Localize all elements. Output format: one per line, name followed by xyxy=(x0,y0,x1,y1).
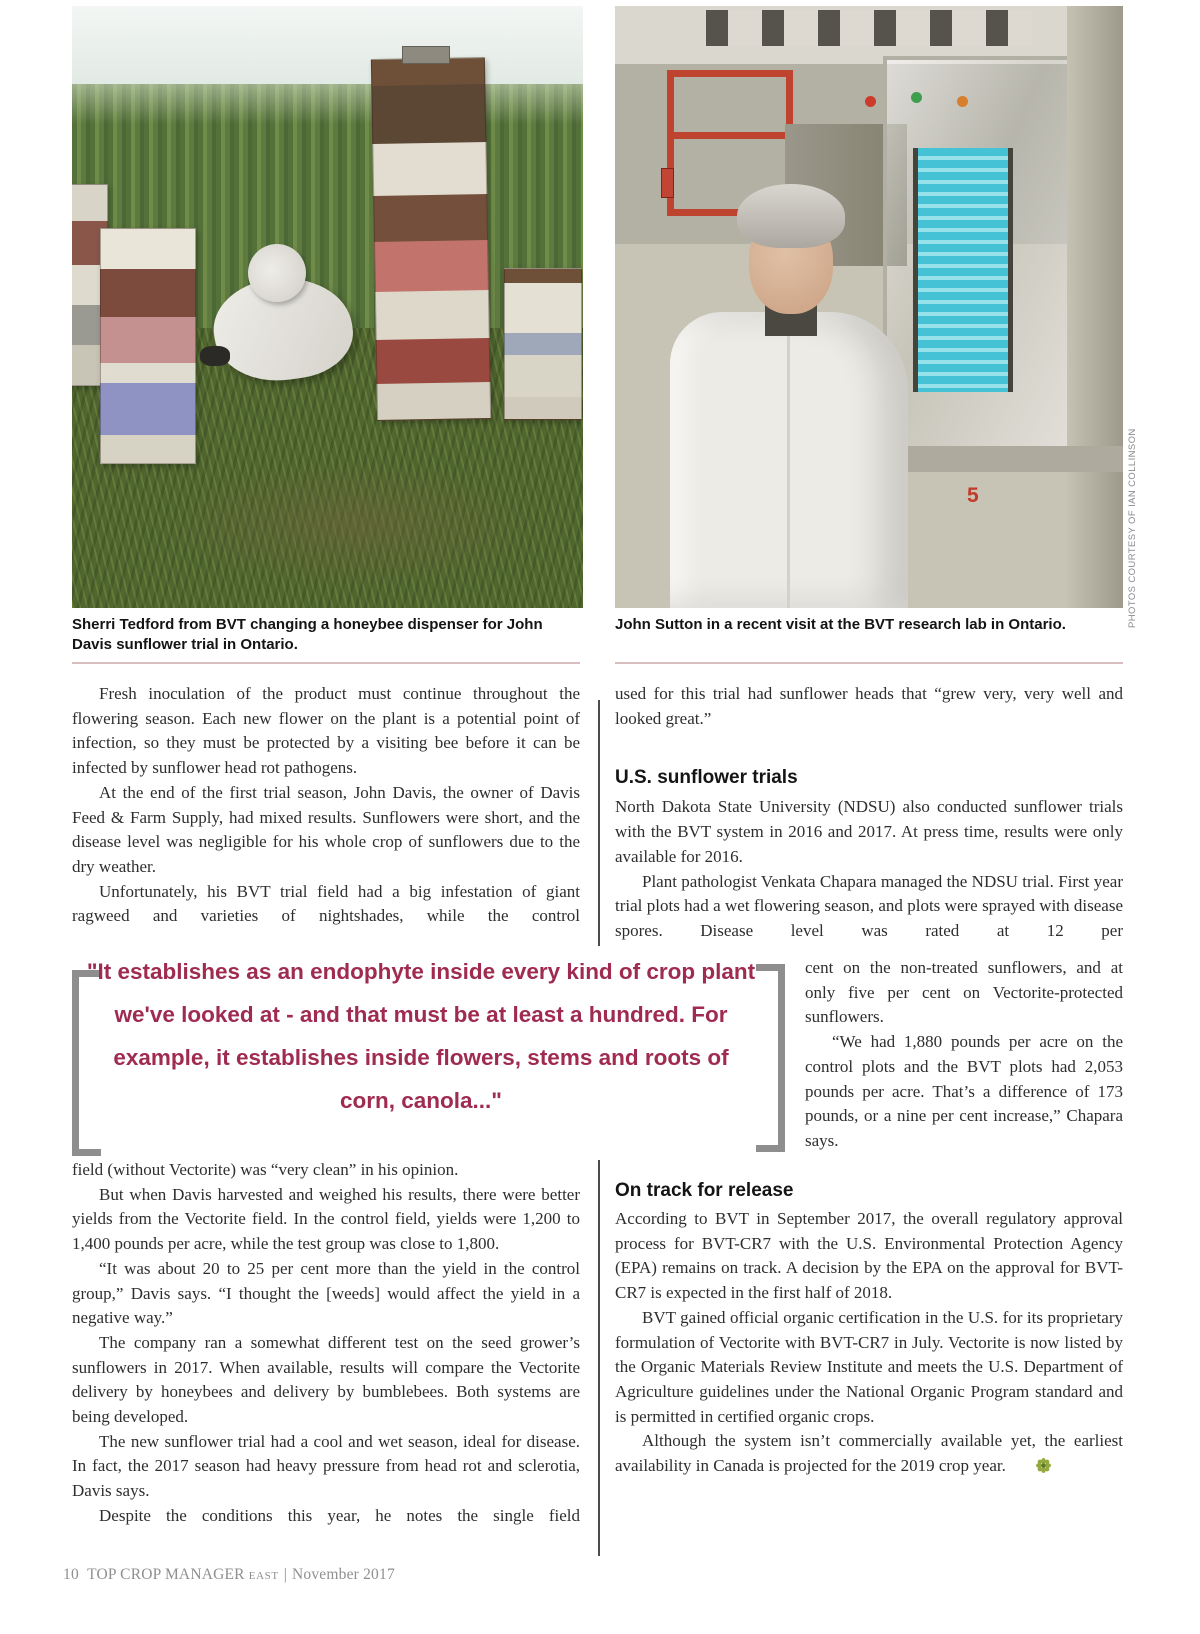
ceiling-slots xyxy=(706,10,1031,46)
red-signal-light xyxy=(661,168,674,198)
paragraph: field (without Vectorite) was “very clean” in his opinion. xyxy=(72,1160,459,1179)
paragraph: Fresh inoculation of the product must continue throughout the flowering season. Each new flower on the plant is a potential point of infection, so they must be protected by a visiting bee before it can be infected by sunflower head rot pathogens. xyxy=(72,684,580,778)
left-column-upper xyxy=(72,682,580,929)
steel-column xyxy=(1067,6,1123,608)
paragraph: Unfortunately, his BVT trial field had a big infestation of giant ragweed and varieties of nightshades, while the control xyxy=(72,881,580,926)
paragraph: Despite the conditions this year, he notes the single field xyxy=(99,1505,580,1525)
section-heading-us-sunflower-trials: U.S. sunflower trials xyxy=(615,767,798,789)
paragraph: Plant pathologist Venkata Chapara managed the NDSU trial. First year trial plots had a wet flowering season, and plots were sprayed with disease spores. Disease level was rated at 12 per xyxy=(615,871,1123,940)
lab-photo xyxy=(615,6,1123,608)
column-divider xyxy=(598,700,600,946)
caption-right: John Sutton in a recent visit at the BVT research lab in Ontario. xyxy=(615,616,1066,633)
paragraph-text: Although the system isn’t commercially available yet, the earliest availability in Canada is projected for the 2019 crop year. xyxy=(615,1431,1123,1476)
beehive-stack xyxy=(100,228,196,464)
magazine-name: TOP CROP MANAGER xyxy=(87,1566,245,1583)
issue-date: November 2017 xyxy=(292,1566,395,1583)
paragraph: But when Davis harvested and weighed his results, there were better yields from the Vectorite field. In the control field, yields were 1,200 to 1,400 pounds per acre, while the test group was close to 1,800. xyxy=(72,1184,580,1254)
paragraph: “It was about 20 to 25 per cent more than the yield in the control group,” Davis says. “I thought the [weeds] would affect the yield in a negative way.” xyxy=(72,1258,580,1328)
pull-quote: "It establishes as an endophyte inside every kind of crop plant we've looked at - and that must be at least a hundred. For example, it establishes inside flowers, stems and roots of corn, canola..." xyxy=(86,959,756,1113)
teal-tray-stack xyxy=(913,148,1013,392)
paragraph: North Dakota State University (NDSU) also conducted sunflower trials with the BVT system in 2016 and 2017. At press time, results were only available for 2016. xyxy=(615,797,1123,866)
right-column-lower xyxy=(615,1158,1123,1479)
scientist-hair xyxy=(737,184,845,248)
red-scaffold-bar xyxy=(667,132,793,139)
beehive-stack xyxy=(371,57,491,421)
machine-number-label: 5 xyxy=(967,484,979,507)
beekeeper-hood xyxy=(248,244,306,302)
paragraph: used for this trial had sunflower heads that “grew very, very well and looked great.” xyxy=(615,684,1123,728)
lab-coat-seam xyxy=(787,336,790,608)
caption-rule-right xyxy=(615,662,1123,664)
brick-on-hive xyxy=(402,46,450,64)
caption-rule-left xyxy=(72,662,580,664)
green-indicator-light xyxy=(911,92,922,103)
corn-field-highlight xyxy=(72,84,583,124)
paragraph: At the end of the first trial season, John Davis, the owner of Davis Feed & Farm Supply, had mixed results. Sunflowers were short, and the disease level was negligible for his whole crop of sunflowers due to the dry weather. xyxy=(72,782,580,876)
orange-indicator-light xyxy=(957,96,968,107)
field-photo xyxy=(72,6,583,608)
left-column-lower xyxy=(72,1158,580,1529)
beekeeper-glove xyxy=(200,346,230,366)
paragraph: According to BVT in September 2017, the overall regulatory approval process for BVT-CR7 with the U.S. Environmental Protection Agency (EPA) remains on track. A decision by the EPA on the approval for BVT-CR7 is expected in the first half of 2018. xyxy=(615,1209,1123,1303)
footer-page-number: 10 xyxy=(63,1566,79,1583)
paragraph: cent on the non-treated sunflowers, and at only five per cent on Vectorite-protected sunflowers. xyxy=(805,958,1123,1027)
beehive-stack xyxy=(504,268,582,420)
column-divider xyxy=(598,1160,600,1556)
section-heading-on-track-for-release: On track for release xyxy=(615,1180,794,1201)
paragraph: The new sunflower trial had a cool and wet season, ideal for disease. In fact, the 2017 season had heavy pressure from head rot and sclerotia, Davis says. xyxy=(72,1431,580,1501)
pull-quote-bracket-right xyxy=(756,964,785,1152)
footer-separator: | xyxy=(283,1566,288,1583)
paragraph: The company ran a somewhat different test on the seed grower’s sunflowers in 2017. When available, results will compare the Vectorite delivery by honeybees and delivery by bumblebees. Both systems are being developed. xyxy=(72,1332,580,1427)
paragraph: BVT gained official organic certification in the U.S. for its proprietary formulation of Vectorite with BVT-CR7 in July. Vectorite is now listed by the Organic Materials Review Institute and meets the U.S. Department of Agriculture guidelines under the National Organic Program standard and is permitted in certified organic crops. xyxy=(615,1307,1123,1426)
right-column-narrow xyxy=(805,956,1123,1154)
paragraph: “We had 1,880 pounds per acre on the control plots and the BVT plots had 2,053 pounds per acre. That’s a difference of 173 pounds, or a nine per cent increase,” Chapara says. xyxy=(805,1032,1123,1150)
page-footer xyxy=(63,1566,395,1584)
flower-end-icon xyxy=(1009,1456,1024,1471)
caption-left: Sherri Tedford from BVT changing a honeybee dispenser for John Davis sunflower trial in Ontario. xyxy=(72,616,543,653)
photo-credit: PHOTOS COURTESY OF IAN COLLINSON xyxy=(1127,428,1138,628)
red-indicator-light xyxy=(865,96,876,107)
paragraph xyxy=(615,1429,1123,1478)
steel-beam xyxy=(883,446,1123,472)
edition-label: EAST xyxy=(248,1570,279,1582)
right-column-upper xyxy=(615,682,1123,944)
